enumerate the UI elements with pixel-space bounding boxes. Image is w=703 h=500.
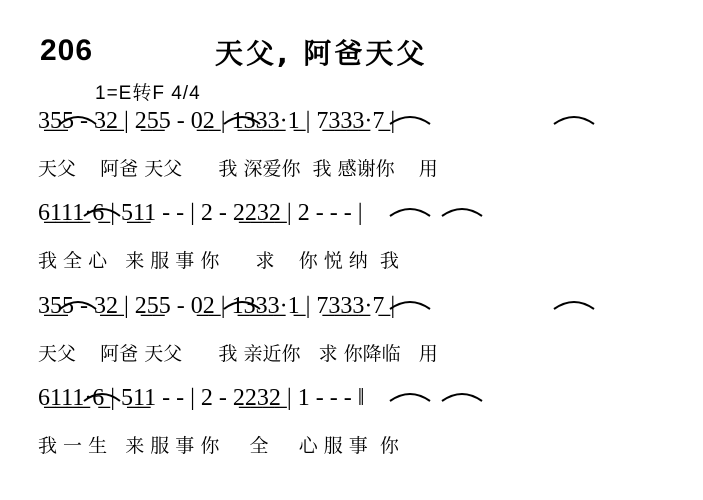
lyrics-line: 我 全 心 来 服 事 你 求 你 悦 纳 我 [38,250,399,272]
notation-line: 6̲1̲1̲1̲·6̲ | 5̲1̲1 - - | 2 - 2̲2̲3̲2̲ | 2 - - - | [38,200,363,226]
notation-line: 3̲5̲5 - 3̲2̲ | 2̲5̲5 - 0̲2̲ | 1̲3̲3̲3̲·1̲ | 7̲3̲3̲3̲·7̲ | [38,108,396,134]
music-system-2 [0,200,703,288]
lyrics-line: 天父 阿爸 天父 我 亲近你 求 你降临 用 [38,343,438,365]
page-title: 天父, 阿爸天父 [215,37,428,70]
music-system-3 [0,293,703,381]
key-signature: 1=E转F 4/4 [95,83,201,104]
music-system-4 [0,385,703,473]
music-system-1 [0,108,703,196]
notation-line: 3̲5̲5 - 3̲2̲ | 2̲5̲5 - 0̲2̲ | 1̲3̲3̲3̲·1̲ | 7̲3̲3̲3̲·7̲ | [38,293,396,319]
notation-line: 6̲1̲1̲1̲·6̲ | 5̲1̲1 - - | 2 - 2̲2̲3̲2̲ | 1 - - - ‖ [38,385,365,411]
lyrics-line: 我 一 生 来 服 事 你 全 心 服 事 你 [38,435,399,457]
song-number: 206 [40,34,94,67]
lyrics-line: 天父 阿爸 天父 我 深爱你 我 感谢你 用 [38,158,438,180]
